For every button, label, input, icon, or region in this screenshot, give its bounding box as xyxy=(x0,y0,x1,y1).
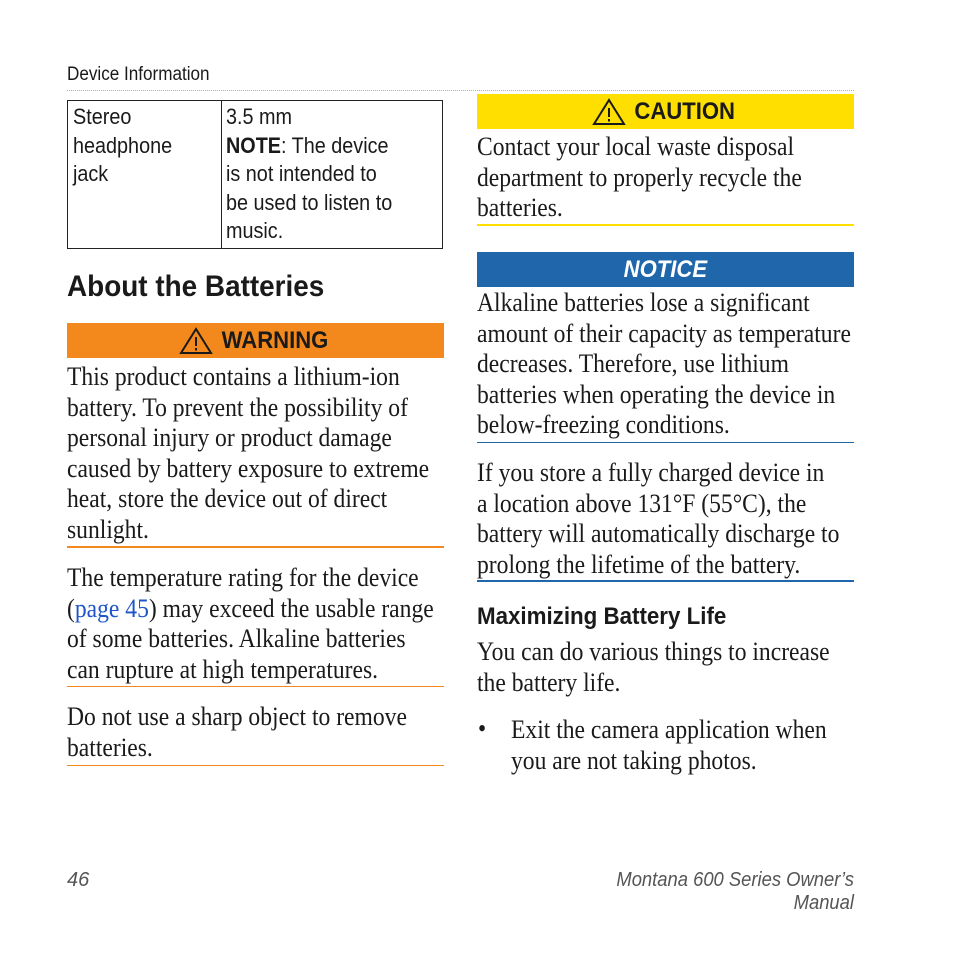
warning-bottom-rule xyxy=(67,546,444,548)
list-item: Exit the camera application when you are not taking photos. xyxy=(511,714,827,775)
section-header: Device Information xyxy=(67,64,210,85)
section-heading-about-batteries: About the Batteries xyxy=(67,270,325,303)
temperature-paragraph: The temperature rating for the device (page 45) may exceed the usable range of some batteries. Alkaline batteries can rupture at high temperatures. xyxy=(67,562,434,684)
page-45-link[interactable]: page 45 xyxy=(74,592,149,623)
temperature-bottom-rule xyxy=(67,686,444,687)
notice-divider xyxy=(477,442,854,443)
manual-title: Montana 600 Series Owner’s Manual xyxy=(616,869,854,914)
caution-text: Contact your local waste disposal department to properly recycle the batteries. xyxy=(477,131,802,223)
notice-banner xyxy=(477,252,854,287)
storage-paragraph: If you store a fully charged device in a location above 131°F (55°C), the battery will automatically discharge to prolong the lifetime of the battery. xyxy=(477,457,840,579)
warning-triangle-icon xyxy=(179,327,213,355)
notice-label: NOTICE xyxy=(623,255,708,283)
note-label: NOTE xyxy=(226,132,282,158)
table-cell-value: 3.5 mm NOTE: The device is not intended to be used to listen to music. xyxy=(226,103,433,246)
spec-value: 3.5 mm xyxy=(226,104,293,129)
sharp-object-bottom-rule xyxy=(67,765,444,766)
notice-text: Alkaline batteries lose a significant amount of their capacity as temperature decreases. Therefore, use lithium batteries when operating the device in below-freezing conditions. xyxy=(477,287,851,440)
warning-label: WARNING xyxy=(221,326,328,354)
sharp-object-paragraph: Do not use a sharp object to remove batteries. xyxy=(67,701,407,762)
spec-table xyxy=(67,100,443,249)
page-number: 46 xyxy=(67,869,90,891)
caution-triangle-icon xyxy=(592,98,626,126)
header-divider xyxy=(67,90,854,91)
caution-banner xyxy=(477,94,854,129)
table-cell-feature: Stereo headphone jack xyxy=(73,104,173,186)
subheading-maximizing-battery-life: Maximizing Battery Life xyxy=(477,603,727,630)
warning-text: This product contains a lithium-ion battery. To prevent the possibility of personal injury or product damage caused by battery exposure to extreme heat, store the device out of direct sunlight. xyxy=(67,361,430,544)
bullet-icon: • xyxy=(478,714,487,743)
maximizing-intro: You can do various things to increase the battery life. xyxy=(477,636,830,697)
caution-bottom-rule xyxy=(477,224,854,226)
warning-banner xyxy=(67,323,444,358)
table-column-divider xyxy=(221,101,222,248)
notice-bottom-rule xyxy=(477,580,854,582)
caution-label: CAUTION xyxy=(634,97,735,125)
